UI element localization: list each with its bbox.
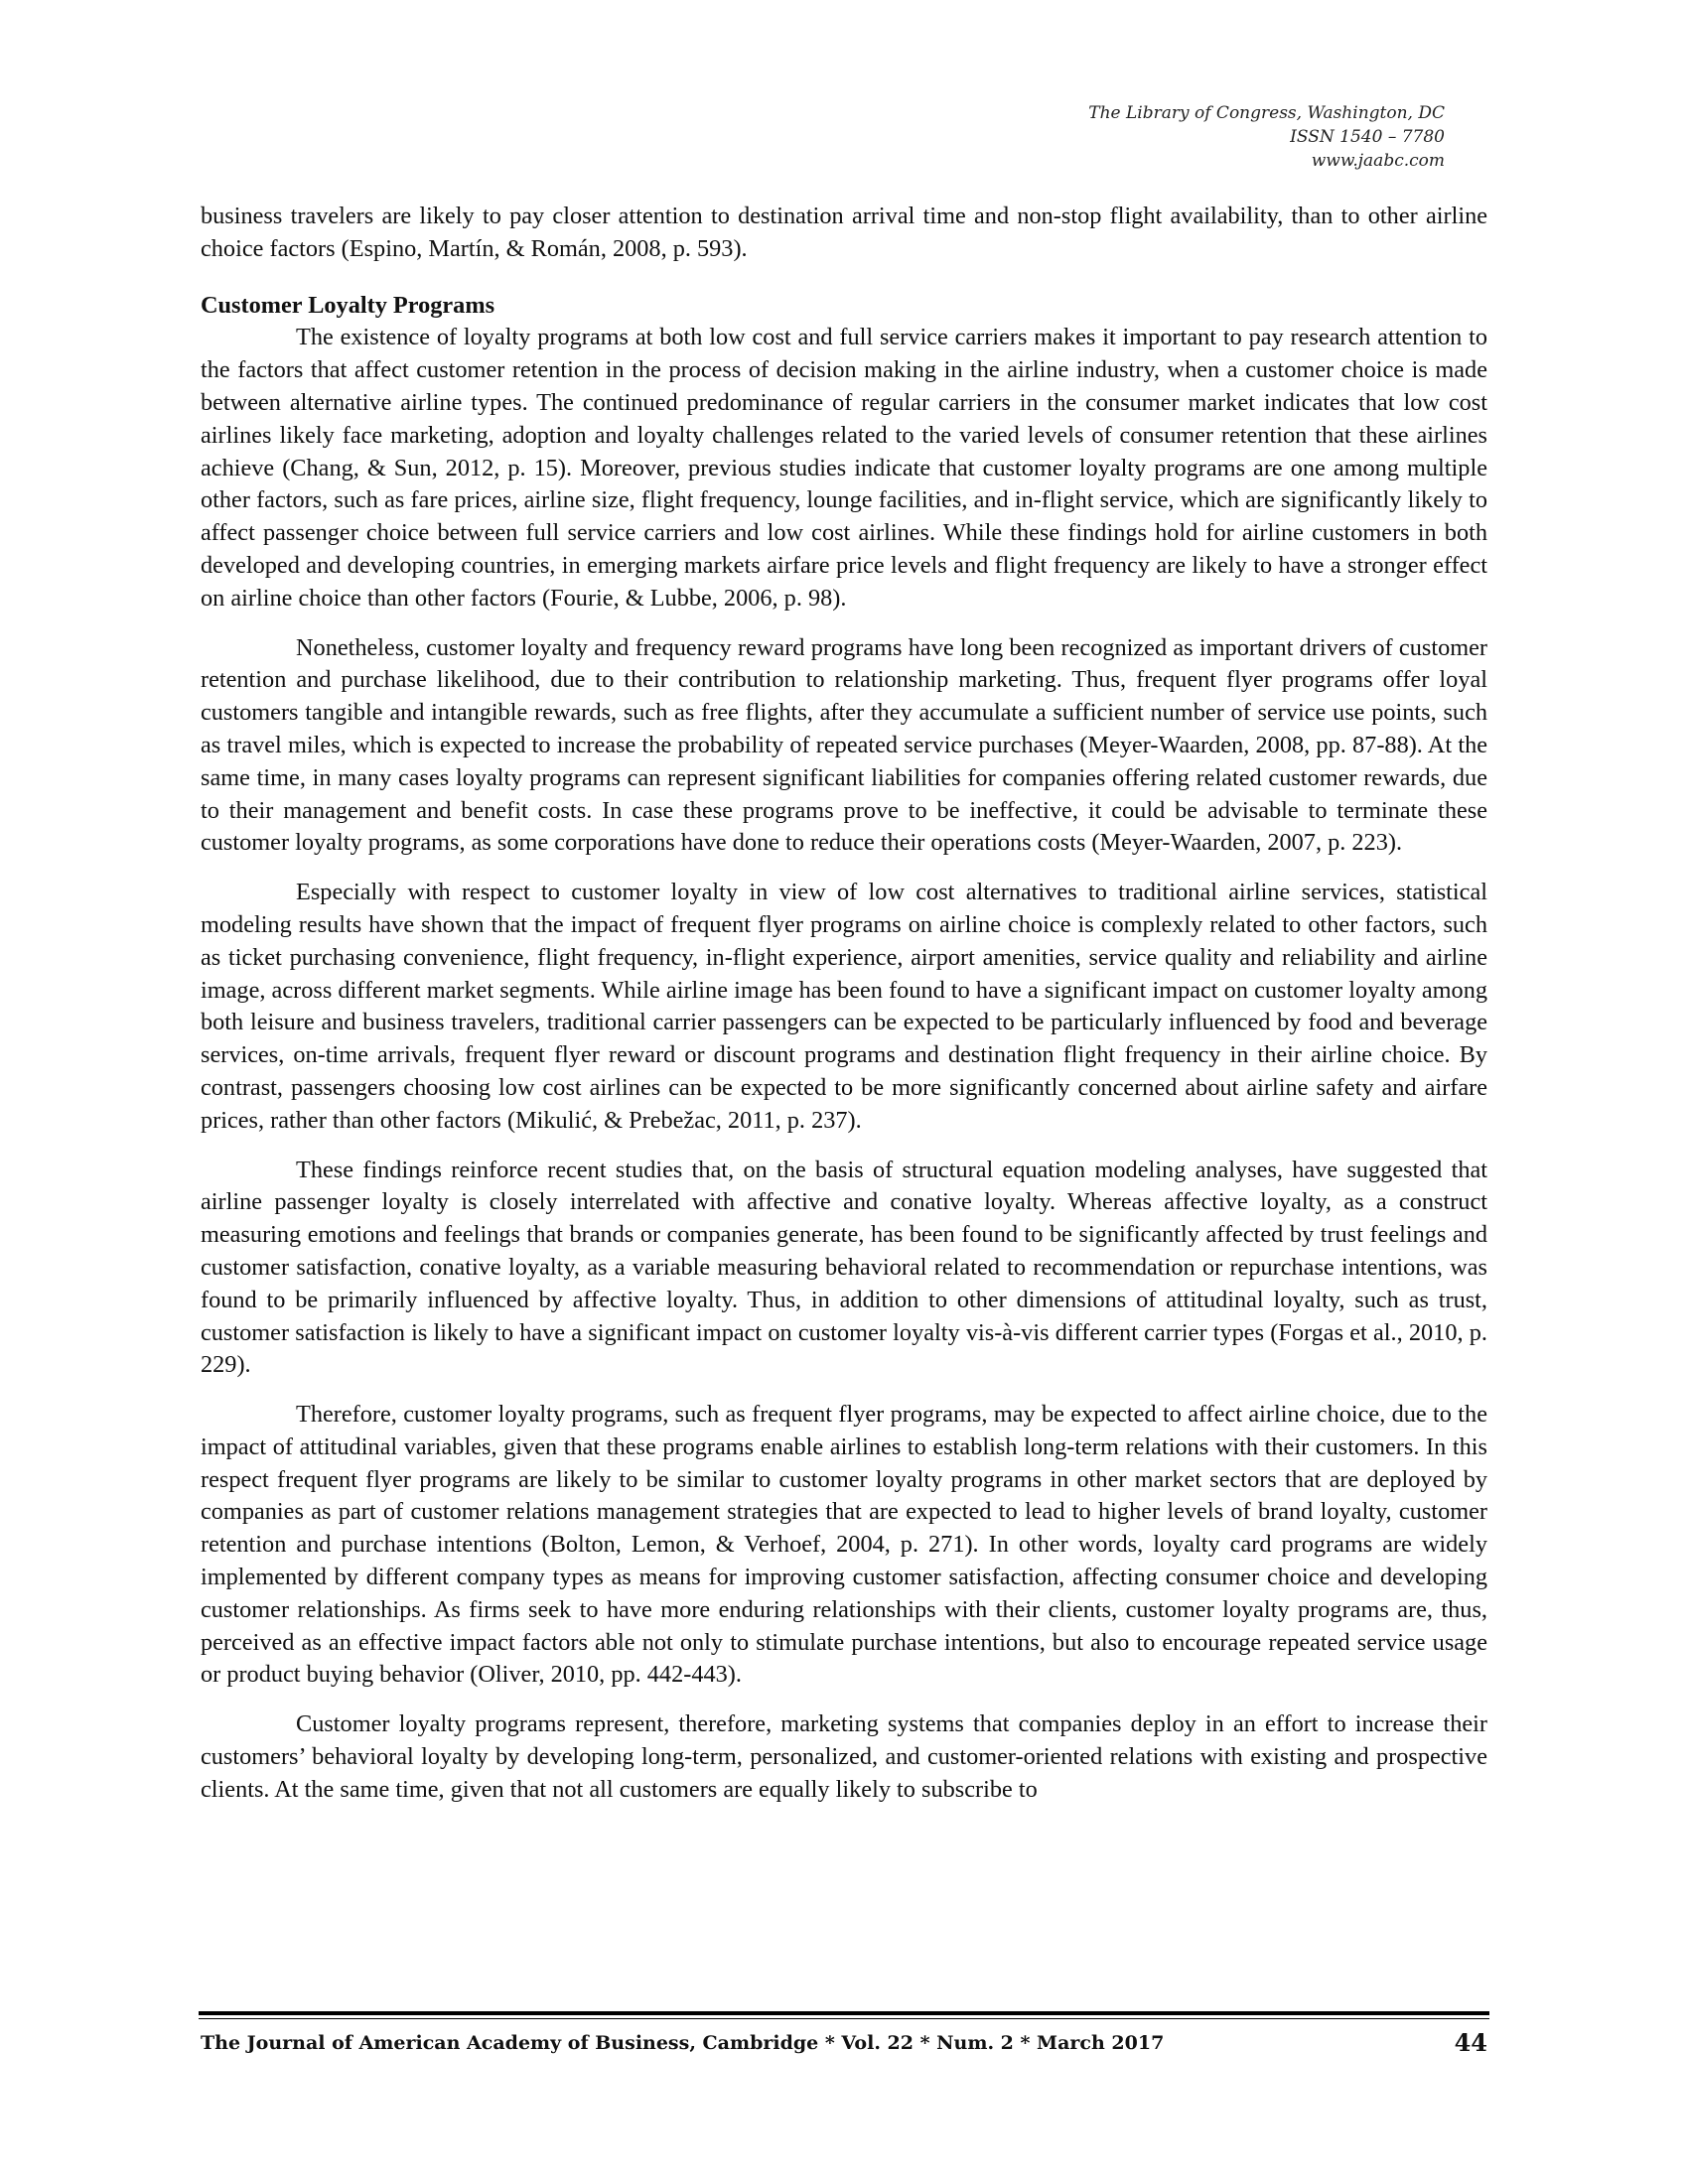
- footer-rule-thick: [199, 2011, 1489, 2015]
- footer-rule-thin: [199, 2018, 1489, 2019]
- continuation-paragraph: business travelers are likely to pay closer attention to destination arrival time and non-stop flight availability, than to other airline choice factors (Espino, Martín, & Román, 2008, p. 593).: [201, 203, 1487, 262]
- header-website: www.jaabc.com: [1311, 151, 1445, 171]
- section-heading: Customer Loyalty Programs: [201, 291, 495, 319]
- running-header: [1088, 101, 1445, 173]
- header-issn: ISSN 1540 – 7780: [1290, 127, 1445, 147]
- article-body: [201, 201, 1487, 1824]
- footer-journal-citation: The Journal of American Academy of Business, Cambridge * Vol. 22 * Num. 2 * March 2017: [201, 2032, 1165, 2054]
- body-paragraph-6: Customer loyalty programs represent, therefore, marketing systems that companies deploy in an effort to increase their customers’ behavioral loyalty by developing long-term, personalized, and customer-oriented relations with existing and prospective clients. At the same time, given that not all customers are equally likely to subscribe to: [201, 1710, 1487, 1803]
- body-paragraph-5: Therefore, customer loyalty programs, such as frequent flyer programs, may be expected to affect airline choice, due to the impact of attitudinal variables, given that these programs enable airlines to establish long-term relations with their customers. In this respect frequent flyer programs are likely to be similar to customer loyalty programs in other market sectors that are deployed by companies as part of customer relations management strategies that are expected to lead to higher levels of brand loyalty, customer retention and purchase intentions (Bolton, Lemon, & Verhoef, 2004, p. 271). In other words, loyalty card programs are widely implemented by different company types as means for improving customer satisfaction, affecting consumer choice and developing customer relationships. As firms seek to have more enduring relationships with their clients, customer loyalty programs are, thus, perceived as an effective impact factors able not only to stimulate purchase intentions, but also to encourage repeated service usage or product buying behavior (Oliver, 2010, pp. 442-443).: [201, 1401, 1487, 1689]
- page-number: 44: [1454, 2028, 1487, 2057]
- body-paragraph-4: These findings reinforce recent studies that, on the basis of structural equation modeling analyses, have suggested that airline passenger loyalty is closely interrelated with affective and conative loyalty. Whereas affective loyalty, as a construct measuring emotions and feelings that brands or companies generate, has been found to be significantly affected by trust feelings and customer satisfaction, conative loyalty, as a variable measuring behavioral related to recommendation or repurchase intentions, was found to be primarily influenced by affective loyalty. Thus, in addition to other dimensions of attitudinal loyalty, such as trust, customer satisfaction is likely to have a significant impact on customer loyalty vis-à-vis different carrier types (Forgas et al., 2010, p. 229).: [201, 1156, 1487, 1379]
- body-paragraph-2: Nonetheless, customer loyalty and frequency reward programs have long been recognized as important drivers of customer retention and purchase likelihood, due to their contribution to relationship marketing. Thus, frequent flyer programs offer loyal customers tangible and intangible rewards, such as free flights, after they accumulate a sufficient number of service use points, such as travel miles, which is expected to increase the probability of repeated service purchases (Meyer-Waarden, 2008, pp. 87-88). At the same time, in many cases loyalty programs can represent significant liabilities for companies offering related customer rewards, due to their management and benefit costs. In case these programs prove to be ineffective, it could be advisable to terminate these customer loyalty programs, as some corporations have done to reduce their operations costs (Meyer-Waarden, 2007, p. 223).: [201, 633, 1487, 857]
- header-publisher: The Library of Congress, Washington, DC: [1088, 103, 1445, 123]
- body-paragraph-3: Especially with respect to customer loyalty in view of low cost alternatives to traditional airline services, statistical modeling results have shown that the impact of frequent flyer programs on airline choice is complexly related to other factors, such as ticket purchasing convenience, flight frequency, in-flight experience, airport amenities, service quality and reliability and airline image, across different market segments. While airline image has been found to have a significant impact on customer loyalty among both leisure and business travelers, traditional carrier passengers can be expected to be particularly influenced by food and beverage services, on-time arrivals, frequent flyer reward or discount programs and destination flight frequency in their airline choice. By contrast, passengers choosing low cost airlines can be expected to be more significantly concerned about airline safety and airfare prices, rather than other factors (Mikulić, & Prebežac, 2011, p. 237).: [201, 879, 1487, 1134]
- body-paragraph-1: The existence of loyalty programs at both low cost and full service carriers makes it important to pay research attention to the factors that affect customer retention in the process of decision making in the airline industry, when a customer choice is made between alternative airline types. The continued predominance of regular carriers in the consumer market indicates that low cost airlines likely face marketing, adoption and loyalty challenges related to the varied levels of consumer retention that these airlines achieve (Chang, & Sun, 2012, p. 15). Moreover, previous studies indicate that customer loyalty programs are one among multiple other factors, such as fare prices, airline size, flight frequency, lounge facilities, and in-flight service, which are significantly likely to affect passenger choice between full service carriers and low cost airlines. While these findings hold for airline customers in both developed and developing countries, in emerging markets airfare price levels and flight frequency are likely to have a stronger effect on airline choice than other factors (Fourie, & Lubbe, 2006, p. 98).: [201, 324, 1487, 612]
